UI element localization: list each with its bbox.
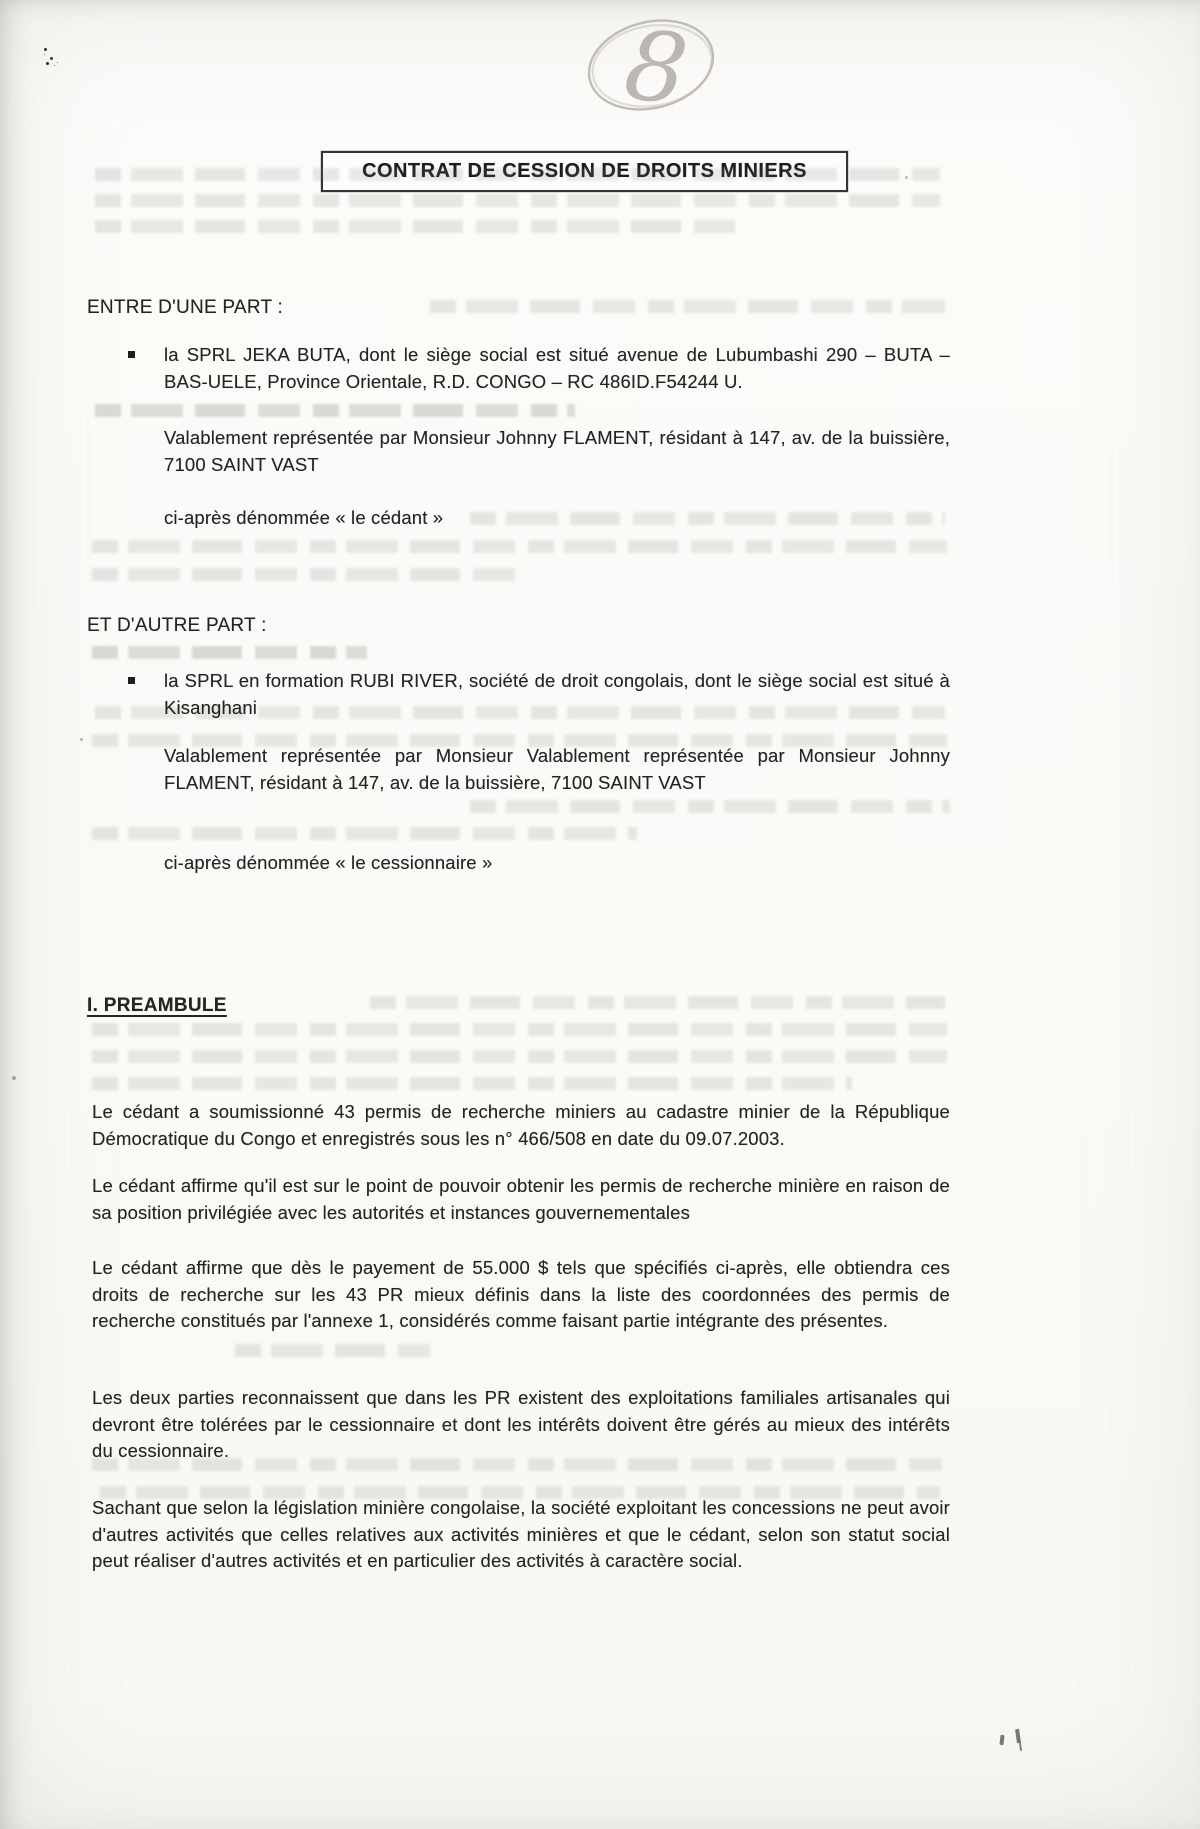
bleedthrough-line [92, 1023, 947, 1036]
bleedthrough-line [92, 1077, 852, 1090]
handwritten-circled-number [580, 8, 722, 122]
pencil-circle-icon [580, 8, 722, 122]
bleedthrough-line [92, 540, 947, 553]
document-title-box [321, 151, 848, 192]
document-title: CONTRAT DE CESSION DE DROITS MINIERS [362, 160, 807, 182]
bleedthrough-line [95, 220, 735, 233]
bleedthrough-line [370, 996, 945, 1009]
preambule-paragraph: Sachant que selon la législation minière congolaise, la société exploitant les concessions ne peut avoir d'autres activités que celles relatives aux activités minières et que le cédant, selon son statut social peut réaliser d'autres activités et en particulier des activités à caractère social. [92, 1497, 950, 1571]
bleedthrough-line [235, 1344, 430, 1357]
party-label-et: ET D'AUTRE PART : [87, 615, 267, 636]
bleedthrough-line [95, 404, 575, 417]
ink-speck [44, 48, 47, 51]
cessionnaire-identity: la SPRL en formation RUBI RIVER, société de droit congolais, dont le siège social est situé à Kisanghani [164, 670, 950, 718]
bullet-square-icon [128, 351, 135, 358]
bleedthrough-line [470, 800, 950, 813]
page-number-digit: 8 [619, 8, 694, 122]
preambule-paragraph: Le cédant a soumissionné 43 permis de recherche miniers au cadastre minier de la République Démocratique du Congo et enregistrés sous les n° 466/508 en date du 09.07.2003. [92, 1101, 950, 1149]
scan-dot [905, 176, 908, 179]
cessionnaire-representation: Valablement représentée par Monsieur Valablement représentée par Monsieur Johnny FLAMENT, résidant à 147, av. de la buissière, 7100 SAINT VAST [164, 745, 950, 793]
scan-dot [12, 1076, 16, 1080]
bleedthrough-line [92, 1050, 947, 1063]
preambule-paragraph: Le cédant affirme que dès le payement de 55.000 $ tels que spécifiés ci-après, elle obtiendra ces droits de recherche sur les 43 PR mieux définis dans la liste des coordonnées des permis de recherche constitués par l'annexe 1, considérés comme faisant partie intégrante des présentes. [92, 1257, 950, 1331]
bleedthrough-line [95, 194, 940, 207]
ink-speck [999, 1735, 1004, 1745]
cessionnaire-denomination: ci-après dénommée « le cessionnaire » [164, 852, 493, 873]
preambule-paragraph: Les deux parties reconnaissent que dans les PR existent des exploitations familiales artisanales qui devront être tolérées par le cessionnaire et dont les intérêts doivent être gérés au mieux des intérêts du cessionnaire. [92, 1387, 950, 1461]
cedant-denomination: ci-après dénommée « le cédant » [164, 507, 444, 528]
cedant-identity: la SPRL JEKA BUTA, dont le siège social est situé avenue de Lubumbashi 290 – BUTA – BAS-UELE, Province Orientale, R.D. CONGO – RC 486ID.F54244 U. [164, 344, 950, 392]
bleedthrough-line [470, 512, 945, 525]
scan-dot [80, 738, 83, 741]
bleedthrough-line [92, 646, 367, 659]
bleedthrough-line [92, 568, 522, 581]
preambule-heading: I. PREAMBULE [87, 995, 227, 1016]
preambule-paragraph: Le cédant affirme qu'il est sur le point de pouvoir obtenir les permis de recherche minière en raison de sa position privilégiée avec les autorités et instances gouvernementales [92, 1175, 950, 1223]
cedant-representation: Valablement représentée par Monsieur Johnny FLAMENT, résidant à 147, av. de la buissière, 7100 SAINT VAST [164, 427, 950, 475]
ink-speck [1015, 1729, 1021, 1743]
bleedthrough-line [92, 827, 637, 840]
party-label-entre: ENTRE D'UNE PART : [87, 297, 284, 318]
bleedthrough-line [430, 300, 945, 313]
bullet-square-icon [128, 677, 135, 684]
